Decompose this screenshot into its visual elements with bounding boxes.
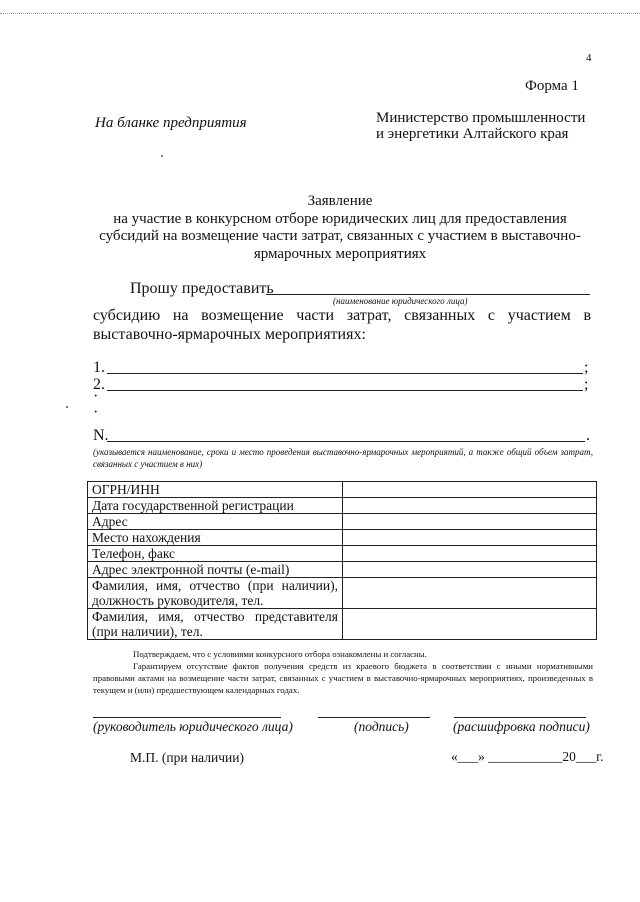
- table-row: [88, 578, 597, 609]
- addressee-line: и энергетики Алтайского края: [376, 126, 569, 142]
- company-name-hint: (наименование юридического лица): [333, 296, 468, 306]
- table-row: [88, 498, 597, 514]
- table-row: [88, 609, 597, 640]
- title-line: субсидий на возмещение части затрат, связанных с участием в выставочно-: [99, 228, 581, 244]
- title-line: на участие в конкурсном отборе юридических лиц для предоставления: [113, 210, 567, 227]
- addressee-line: Министерство промышленности: [376, 110, 586, 126]
- event-item-marker: N.: [93, 427, 109, 444]
- letterhead-note: На бланке предприятия: [95, 115, 247, 131]
- confirmation-text: [93, 648, 593, 696]
- signature-field[interactable]: [318, 717, 430, 718]
- list-ellipsis: ·: [93, 404, 99, 421]
- table-value-cell[interactable]: [343, 530, 597, 546]
- table-label-cell: Адрес электронной почты (e-mail): [88, 562, 343, 578]
- table-row: [88, 482, 597, 498]
- table-row: [88, 514, 597, 530]
- event-item-field[interactable]: [107, 373, 583, 374]
- confirmation-paragraph: Подтверждаем, что с условиями конкурсного отбора ознакомлены и согласны.: [133, 649, 427, 659]
- event-item-marker: 2.: [93, 376, 105, 393]
- scan-top-edge: [0, 13, 640, 14]
- table-value-cell[interactable]: [343, 482, 597, 498]
- event-item-end: ;: [584, 359, 589, 376]
- table-value-cell[interactable]: [343, 609, 597, 640]
- table-value-cell[interactable]: [343, 514, 597, 530]
- event-item-field[interactable]: [107, 390, 583, 391]
- table-label-cell: Телефон, факс: [88, 546, 343, 562]
- table-value-cell[interactable]: [343, 498, 597, 514]
- table-label-cell: ОГРН/ИНН: [88, 482, 343, 498]
- event-item-marker: 1.: [93, 359, 105, 376]
- request-label: Прошу предоставить: [130, 280, 274, 297]
- subsidy-text: субсидию на возмещение части затрат, связанных с участием в выставочно-ярмарочных мероприятиях:: [93, 307, 591, 343]
- signature-caption: (подпись): [354, 719, 409, 734]
- table-value-cell[interactable]: [343, 562, 597, 578]
- table-label-cell: Фамилия, имя, отчество представителя (при наличии), тел.: [88, 609, 343, 640]
- table-label-cell: Фамилия, имя, отчество (при наличии), должность руководителя, тел.: [88, 578, 343, 609]
- confirmation-paragraph: Гарантируем отсутствие фактов получения средств из краевого бюджета в соответствии с иными нормативными правовыми актами на возмещение части затрат, связанных с участием в выставочно-ярмарочных мероприятиях, произведенных в текущем и (или) предшествующем календарных годах.: [93, 661, 593, 695]
- scan-speck: [161, 155, 163, 157]
- table-label-cell: Дата государственной регистрации: [88, 498, 343, 514]
- table-row: [88, 530, 597, 546]
- document-title: [90, 193, 590, 263]
- date-field[interactable]: «___» ___________20___г.: [451, 749, 604, 764]
- event-item-field[interactable]: [107, 441, 585, 442]
- table-row: [88, 562, 597, 578]
- event-item-end: .: [586, 427, 590, 444]
- table-label-cell: Адрес: [88, 514, 343, 530]
- company-info-table: [87, 481, 597, 640]
- title-heading: Заявление: [307, 193, 373, 209]
- company-name-field[interactable]: [266, 294, 590, 295]
- table-value-cell[interactable]: [343, 578, 597, 609]
- scan-speck: [66, 406, 68, 408]
- title-line: ярмарочных мероприятиях: [253, 245, 427, 262]
- signature-decoding-field[interactable]: [454, 717, 586, 718]
- table-row: [88, 546, 597, 562]
- list-ellipsis: ·: [93, 388, 99, 405]
- addressee: [376, 110, 585, 142]
- head-caption: (руководитель юридического лица): [93, 719, 293, 734]
- table-value-cell[interactable]: [343, 546, 597, 562]
- events-note: (указывается наименование, сроки и место проведения выставочно-ярмарочных мероприятий, а также общий объем затрат, связанных с участием в них): [93, 447, 593, 469]
- decoding-caption: (расшифровка подписи): [453, 719, 590, 734]
- table-label-cell: Место нахождения: [88, 530, 343, 546]
- page-number: 4: [586, 52, 592, 64]
- event-item-end: ;: [584, 376, 589, 393]
- stamp-place: М.П. (при наличии): [130, 750, 244, 765]
- head-signature-field[interactable]: [93, 717, 281, 718]
- form-label: Форма 1: [525, 78, 579, 94]
